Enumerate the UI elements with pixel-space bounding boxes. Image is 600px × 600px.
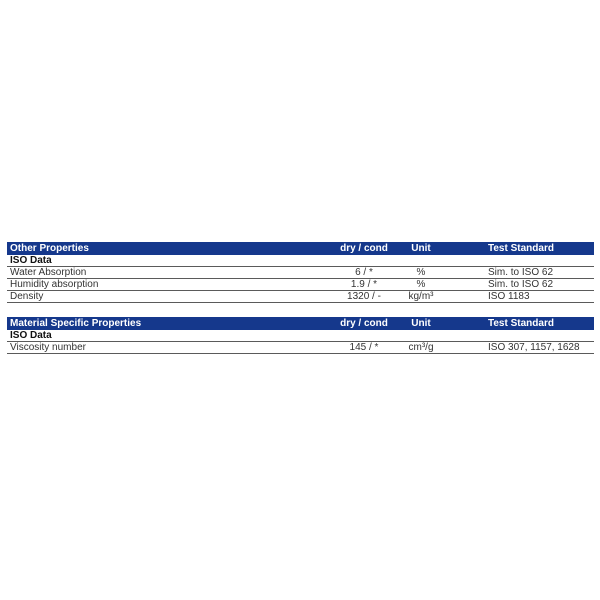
property-name: Water Absorption	[10, 267, 87, 278]
table-row	[7, 267, 594, 279]
property-unit: %	[416, 267, 426, 278]
section-label: ISO Data	[10, 330, 52, 341]
property-value: 6 / *	[355, 267, 373, 278]
section-label: ISO Data	[10, 255, 52, 266]
property-unit: %	[416, 279, 426, 290]
table-title: Other Properties	[10, 243, 89, 254]
material-specific-properties-header-bar	[7, 317, 594, 330]
other-properties-header-bar	[7, 242, 594, 255]
table-row	[7, 342, 594, 354]
empty-cell	[334, 255, 394, 266]
col-header-unit: Unit	[411, 243, 431, 254]
col-header-dry-cond: dry / cond	[340, 243, 388, 254]
table-row	[7, 279, 594, 291]
other-properties-table	[7, 242, 594, 303]
col-header-unit: Unit	[411, 318, 431, 329]
property-name: Density	[10, 291, 44, 302]
section-row-iso-data	[7, 330, 594, 342]
property-name: Humidity absorption	[10, 279, 99, 290]
property-standard: Sim. to ISO 62	[488, 279, 554, 290]
material-specific-properties-table	[7, 317, 594, 354]
property-standard: ISO 307, 1157, 1628	[488, 342, 580, 353]
empty-cell	[394, 255, 448, 266]
property-value: 1320 / -	[347, 291, 381, 302]
empty-cell	[334, 330, 394, 341]
empty-cell	[448, 330, 594, 341]
property-value: 145 / *	[349, 342, 379, 353]
table-title: Material Specific Properties	[10, 318, 142, 329]
property-standard: ISO 1183	[488, 291, 530, 302]
section-row-iso-data	[7, 255, 594, 267]
table-row	[7, 291, 594, 303]
col-header-dry-cond: dry / cond	[340, 318, 388, 329]
col-header-test-standard: Test Standard	[488, 318, 554, 329]
empty-cell	[448, 255, 594, 266]
col-header-test-standard: Test Standard	[488, 243, 554, 254]
property-value: 1.9 / *	[350, 279, 378, 290]
property-unit: cm³/g	[408, 342, 434, 353]
property-name: Viscosity number	[10, 342, 86, 353]
empty-cell	[394, 330, 448, 341]
property-unit: kg/m³	[408, 291, 434, 302]
property-standard: Sim. to ISO 62	[488, 267, 554, 278]
